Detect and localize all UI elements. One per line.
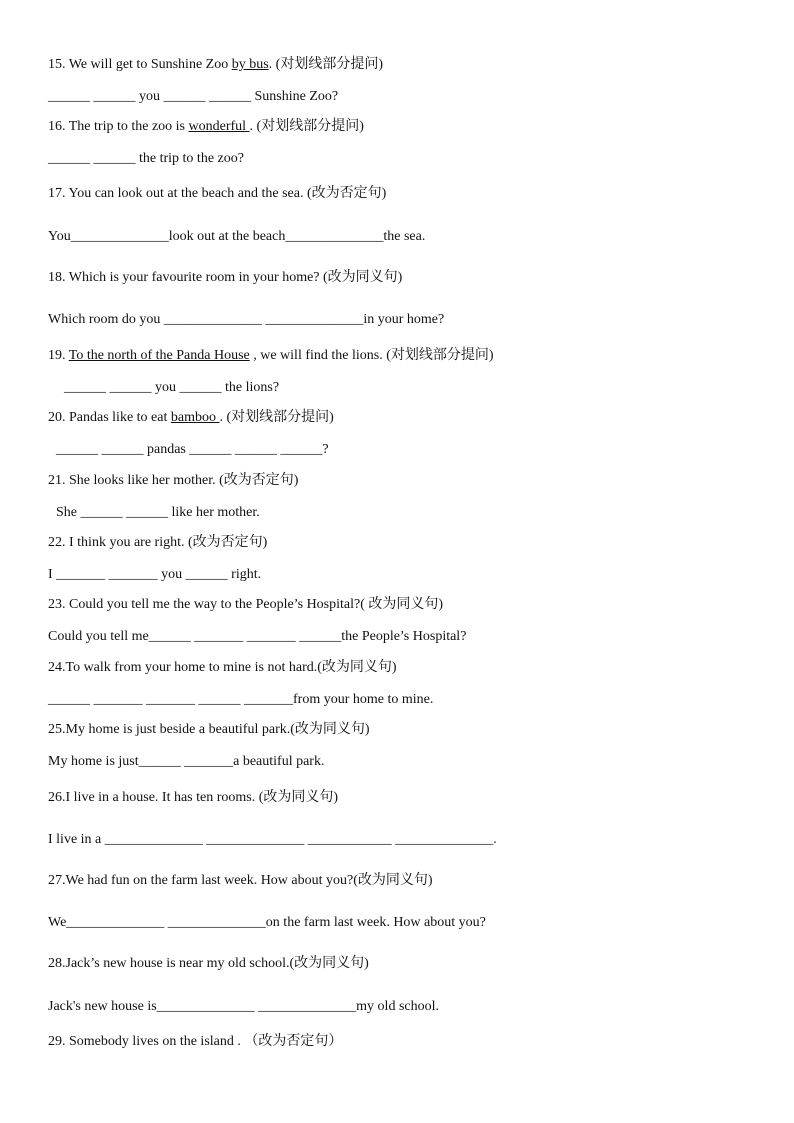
answer-16: ______ ______ the trip to the zoo? — [48, 151, 244, 166]
question-21: 21. She looks like her mother. (改为否定句) — [48, 473, 299, 488]
question-instruction: , we will find the lions. (对划线部分提问) — [249, 348, 494, 363]
underlined-phrase: wonderful — [188, 119, 250, 134]
answer-26: I live in a ______________ ______________ ____________ ______________. — [48, 832, 497, 847]
underlined-phrase: by bus — [231, 57, 269, 72]
answer-22: I _______ _______ you ______ right. — [48, 567, 262, 582]
answer-15: ______ ______ you ______ ______ Sunshine Zoo? — [48, 89, 339, 104]
question-text: 19. — [48, 348, 69, 363]
answer-24: ______ _______ _______ ______ _______from your home to mine. — [48, 692, 434, 707]
answer-25: My home is just______ _______a beautiful park. — [48, 754, 325, 769]
question-29: 29. Somebody lives on the island . （改为否定句） — [48, 1034, 343, 1049]
question-19 — [48, 347, 494, 365]
question-23: 23. Could you tell me the way to the People’s Hospital?( 改为同义句) — [48, 597, 444, 612]
question-text: 15. We will get to Sunshine Zoo — [48, 57, 232, 72]
answer-18: Which room do you ______________ ______________in your home? — [48, 312, 445, 327]
question-28: 28.Jack’s new house is near my old school.(改为同义句) — [48, 956, 369, 971]
question-instruction: . (对划线部分提问) — [268, 57, 383, 72]
question-24: 24.To walk from your home to mine is not hard.(改为同义句) — [48, 660, 397, 675]
question-instruction: . (对划线部分提问) — [219, 410, 334, 425]
question-26: 26.I live in a house. It has ten rooms. (改为同义句) — [48, 790, 339, 805]
question-20 — [48, 409, 334, 427]
question-text: 16. The trip to the zoo is — [48, 119, 189, 134]
question-text: 20. Pandas like to eat — [48, 410, 171, 425]
underlined-phrase: bamboo — [170, 410, 220, 425]
question-instruction: . (对划线部分提问) — [249, 119, 364, 134]
question-25: 25.My home is just beside a beautiful park.(改为同义句) — [48, 722, 370, 737]
answer-19: ______ ______ you ______ the lions? — [64, 380, 280, 395]
answer-28: Jack's new house is______________ ______________my old school. — [48, 999, 440, 1014]
answer-23: Could you tell me______ _______ _______ ______the People’s Hospital? — [48, 629, 467, 644]
answer-17: You______________look out at the beach______________the sea. — [48, 229, 426, 244]
answer-21: She ______ ______ like her mother. — [56, 505, 260, 520]
answer-20: ______ ______ pandas ______ ______ ______? — [56, 442, 329, 457]
question-22: 22. I think you are right. (改为否定句) — [48, 535, 268, 550]
question-16 — [48, 118, 364, 136]
question-15 — [48, 56, 383, 74]
underlined-phrase: To the north of the Panda House — [68, 348, 250, 363]
answer-27: We______________ ______________on the farm last week. How about you? — [48, 915, 486, 930]
question-17: 17. You can look out at the beach and the sea. (改为否定句) — [48, 186, 387, 201]
question-18: 18. Which is your favourite room in your home? (改为同义句) — [48, 270, 403, 285]
question-27: 27.We had fun on the farm last week. How about you?(改为同义句) — [48, 873, 433, 888]
